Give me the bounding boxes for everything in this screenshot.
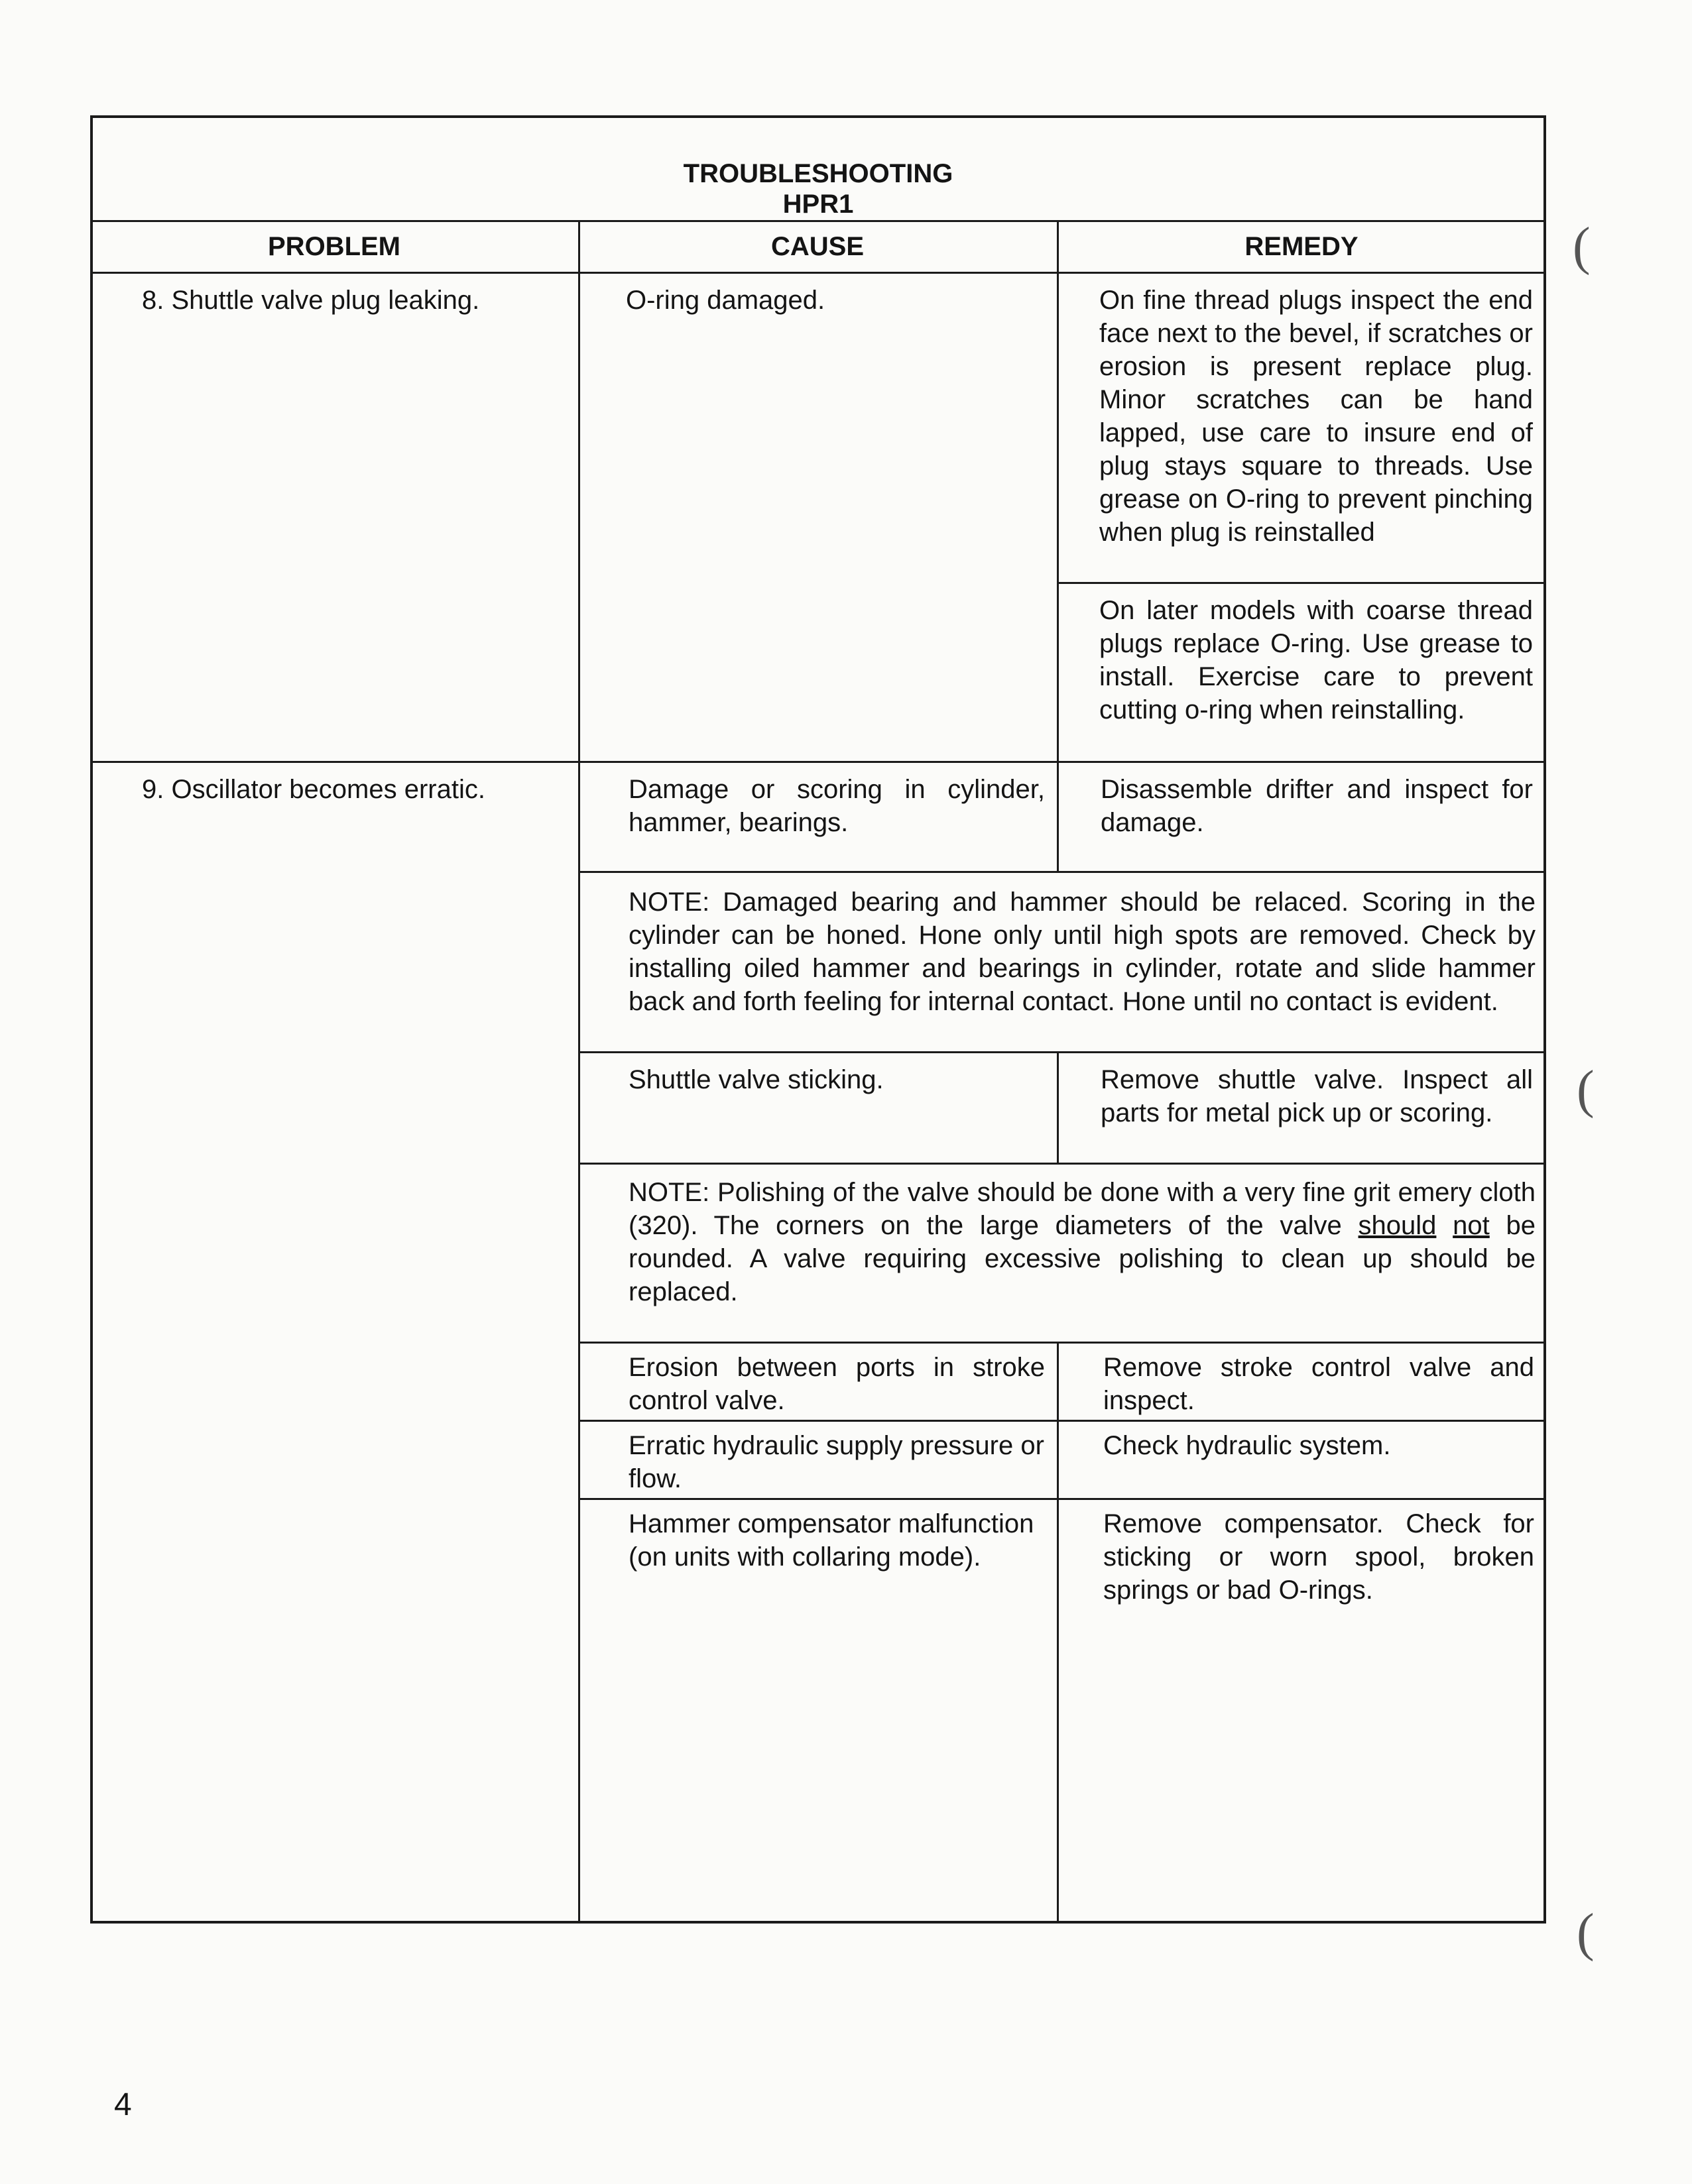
table-rule	[1057, 582, 1546, 584]
table-rule	[1057, 220, 1059, 871]
table-rule	[578, 1498, 1546, 1500]
problem-9-note-bearing: NOTE: Damaged bearing and hammer should be relaced. Scoring in the cylinder can be honed. Hone only until high spots are removed. Check by installing oiled hammer and bearings in cylinder, rotate and slide hammer back and forth feeling for internal contact. Hone until no contact is evident.	[629, 888, 1536, 1016]
problem-9-text: 9. Oscillator becomes erratic.	[142, 775, 485, 804]
problem-9-note-polishing	[629, 1176, 1536, 1308]
problem-9-cause-shuttle: Shuttle valve sticking.	[629, 1065, 884, 1094]
problem-9-cause-compensator: Hammer compensator malfunction (on units with collaring mode).	[629, 1509, 1034, 1572]
table-rule	[90, 220, 1546, 222]
problem-9-cause-hydraulic: Erratic hydraulic supply pressure or flow.	[629, 1431, 1044, 1493]
binder-hole-mark: (	[1573, 217, 1591, 276]
note-emphasis: not	[1453, 1211, 1490, 1240]
problem-9-remedy-erosion: Remove stroke control valve and inspect.	[1103, 1353, 1534, 1415]
problem-9-remedy-shuttle: Remove shuttle valve. Inspect all parts for metal pick up or scoring.	[1101, 1065, 1533, 1127]
page-subtitle: HPR1	[782, 190, 854, 219]
page-number: 4	[114, 2087, 132, 2122]
column-header-remedy: REMEDY	[1244, 232, 1359, 261]
problem-8-text: 8. Shuttle valve plug leaking.	[142, 286, 480, 315]
note-emphasis: should	[1358, 1211, 1437, 1240]
problem-8-remedy-fine-thread: On fine thread plugs inspect the end face next to the bevel, if scratches or erosion is present replace plug. Minor scratches can be hand lapped, use care to insure end of plug stays square to threads. Use grease on O-ring to prevent pinching when plug is reinstalled	[1099, 286, 1533, 547]
table-rule	[578, 871, 1546, 873]
page-title: TROUBLESHOOTING	[683, 159, 953, 188]
column-header-cause: CAUSE	[770, 232, 865, 261]
table-rule	[578, 220, 580, 1924]
problem-9-remedy-compensator: Remove compensator. Check for sticking or worn spool, broken springs or bad O-rings.	[1103, 1509, 1534, 1605]
table-rule	[578, 1420, 1546, 1422]
table-rule	[578, 1163, 1546, 1165]
table-rule	[578, 1342, 1546, 1344]
problem-9-cause-damage: Damage or scoring in cylinder, hammer, bearings.	[629, 775, 1045, 837]
table-rule	[90, 761, 1546, 763]
binder-hole-mark: (	[1577, 1904, 1595, 1962]
table-rule	[1057, 1342, 1059, 1924]
note-space	[1436, 1211, 1453, 1240]
problem-9-cause-erosion: Erosion between ports in stroke control valve.	[629, 1353, 1045, 1415]
note-text: NOTE: Polishing of the valve should be done with a very fine grit emery cloth (320). The corners on the large diameters of the valve	[629, 1178, 1536, 1240]
problem-9-remedy-hydraulic: Check hydraulic system.	[1103, 1431, 1391, 1460]
problem-9-remedy-damage: Disassemble drifter and inspect for damage.	[1101, 775, 1533, 837]
note-text: be rounded. A valve requiring excessive polishing to clean up should be replaced.	[629, 1211, 1536, 1306]
problem-8-cause: O-ring damaged.	[626, 286, 825, 315]
column-header-problem: PROBLEM	[268, 232, 400, 261]
table-rule	[90, 272, 1546, 274]
problem-8-remedy-coarse-thread: On later models with coarse thread plugs replace O-ring. Use grease to install. Exercise care to prevent cutting o-ring when reinstalling.	[1099, 596, 1533, 724]
binder-hole-mark: (	[1577, 1061, 1595, 1119]
table-rule	[1057, 1051, 1059, 1163]
table-rule	[578, 1051, 1546, 1053]
